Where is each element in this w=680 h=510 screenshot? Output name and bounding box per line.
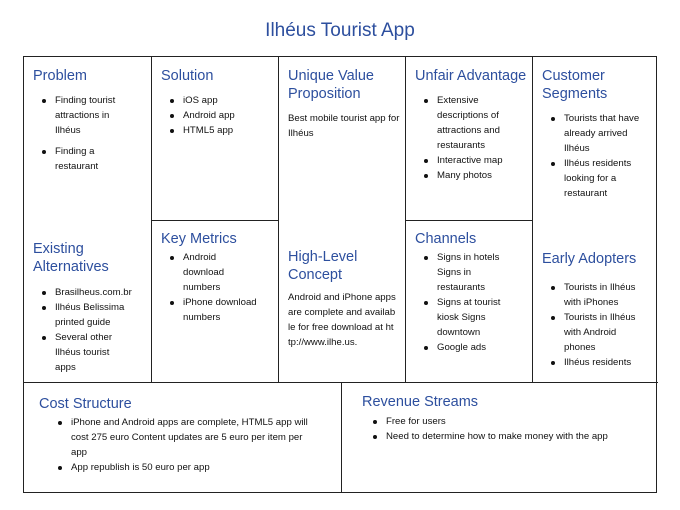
cost-structure-list	[39, 415, 333, 475]
key-metrics-block	[151, 220, 278, 382]
problem-heading: Problem	[33, 68, 87, 84]
list-item: Ilhéus residents	[564, 355, 654, 370]
list-item: HTML5 app	[183, 123, 272, 138]
channels-block	[405, 220, 532, 382]
unfair-advantage-block	[405, 57, 532, 220]
existing-alternatives-block	[24, 240, 151, 382]
list-item: iOS app	[183, 93, 272, 108]
list-item: Tourists in Ilhéus with iPhones	[564, 280, 640, 310]
early-adopters-block	[532, 242, 658, 382]
channels-heading: Channels	[415, 231, 477, 247]
existing-alternatives-heading: Existing Alternatives	[33, 241, 109, 275]
unfair-advantage-heading: Unfair Advantage	[415, 68, 527, 84]
cost-structure-heading: Cost Structure	[39, 396, 132, 412]
list-item: Tourists in Ilhéus with Android phones	[564, 310, 640, 355]
existing-alternatives-list	[33, 285, 143, 375]
key-metrics-heading: Key Metrics	[161, 231, 237, 247]
unfair-advantage-list	[415, 93, 528, 183]
list-item: Interactive map	[437, 153, 528, 168]
customer-segments-heading: Customer Segments	[542, 68, 608, 102]
list-item: Extensive descriptions of attractions and restaurants	[437, 93, 511, 153]
list-item: Many photos	[437, 168, 528, 183]
list-item: Signs in hotels Signs in restaurants	[437, 250, 507, 295]
list-item: Finding tourist attractions in Ilhéus	[55, 93, 127, 138]
solution-block	[151, 57, 278, 220]
revenue-streams-heading: Revenue Streams	[362, 394, 479, 410]
list-item: Google ads	[437, 340, 528, 355]
uvp-block	[278, 57, 405, 242]
list-item: Signs at tourist kiosk Signs downtown	[437, 295, 513, 340]
list-item: Ilhéus Belissima printed guide	[55, 300, 133, 330]
revenue-streams-block	[341, 382, 658, 492]
list-item: Tourists that have already arrived Ilhéus	[564, 111, 644, 156]
list-item: App republish is 50 euro per app	[71, 460, 333, 475]
revenue-streams-list	[362, 414, 652, 444]
solution-list	[161, 93, 272, 138]
lean-canvas	[23, 56, 657, 493]
early-adopters-heading: Early Adopters	[542, 251, 637, 267]
list-item: Brasilheus.com.br	[55, 285, 143, 300]
canvas-title: Ilhéus Tourist App	[265, 20, 415, 41]
customer-segments-block	[532, 57, 658, 242]
list-item: Android app	[183, 108, 272, 123]
early-adopters-list	[542, 280, 654, 370]
high-level-concept-text: Android and iPhone apps are complete and available for free download at http://www.ilhe.us.	[288, 292, 396, 348]
problem-list	[33, 93, 143, 174]
channels-list	[415, 250, 528, 355]
problem-block	[24, 57, 151, 220]
cost-structure-block	[24, 382, 341, 492]
list-item: iPhone download numbers	[183, 295, 272, 325]
list-item: iPhone and Android apps are complete, HTML5 app will cost 275 euro Content updates are 5 euro per item per app	[71, 415, 321, 460]
list-item: Need to determine how to make money with the app	[386, 429, 652, 444]
customer-segments-list	[542, 111, 654, 201]
list-item: Free for users	[386, 414, 652, 429]
key-metrics-list	[161, 250, 272, 325]
uvp-heading: Unique Value Proposition	[288, 68, 374, 102]
list-item: Finding a restaurant	[55, 144, 127, 174]
list-item: Android download numbers	[183, 250, 253, 295]
uvp-text: Best mobile tourist app for Ilhéus	[288, 113, 400, 139]
high-level-concept-heading: High-Level Concept	[288, 249, 358, 283]
high-level-concept-block	[278, 242, 405, 382]
list-item: Several other Ilhéus tourist apps	[55, 330, 125, 375]
solution-heading: Solution	[161, 68, 214, 84]
list-item: Ilhéus residents looking for a restaurant	[564, 156, 638, 201]
